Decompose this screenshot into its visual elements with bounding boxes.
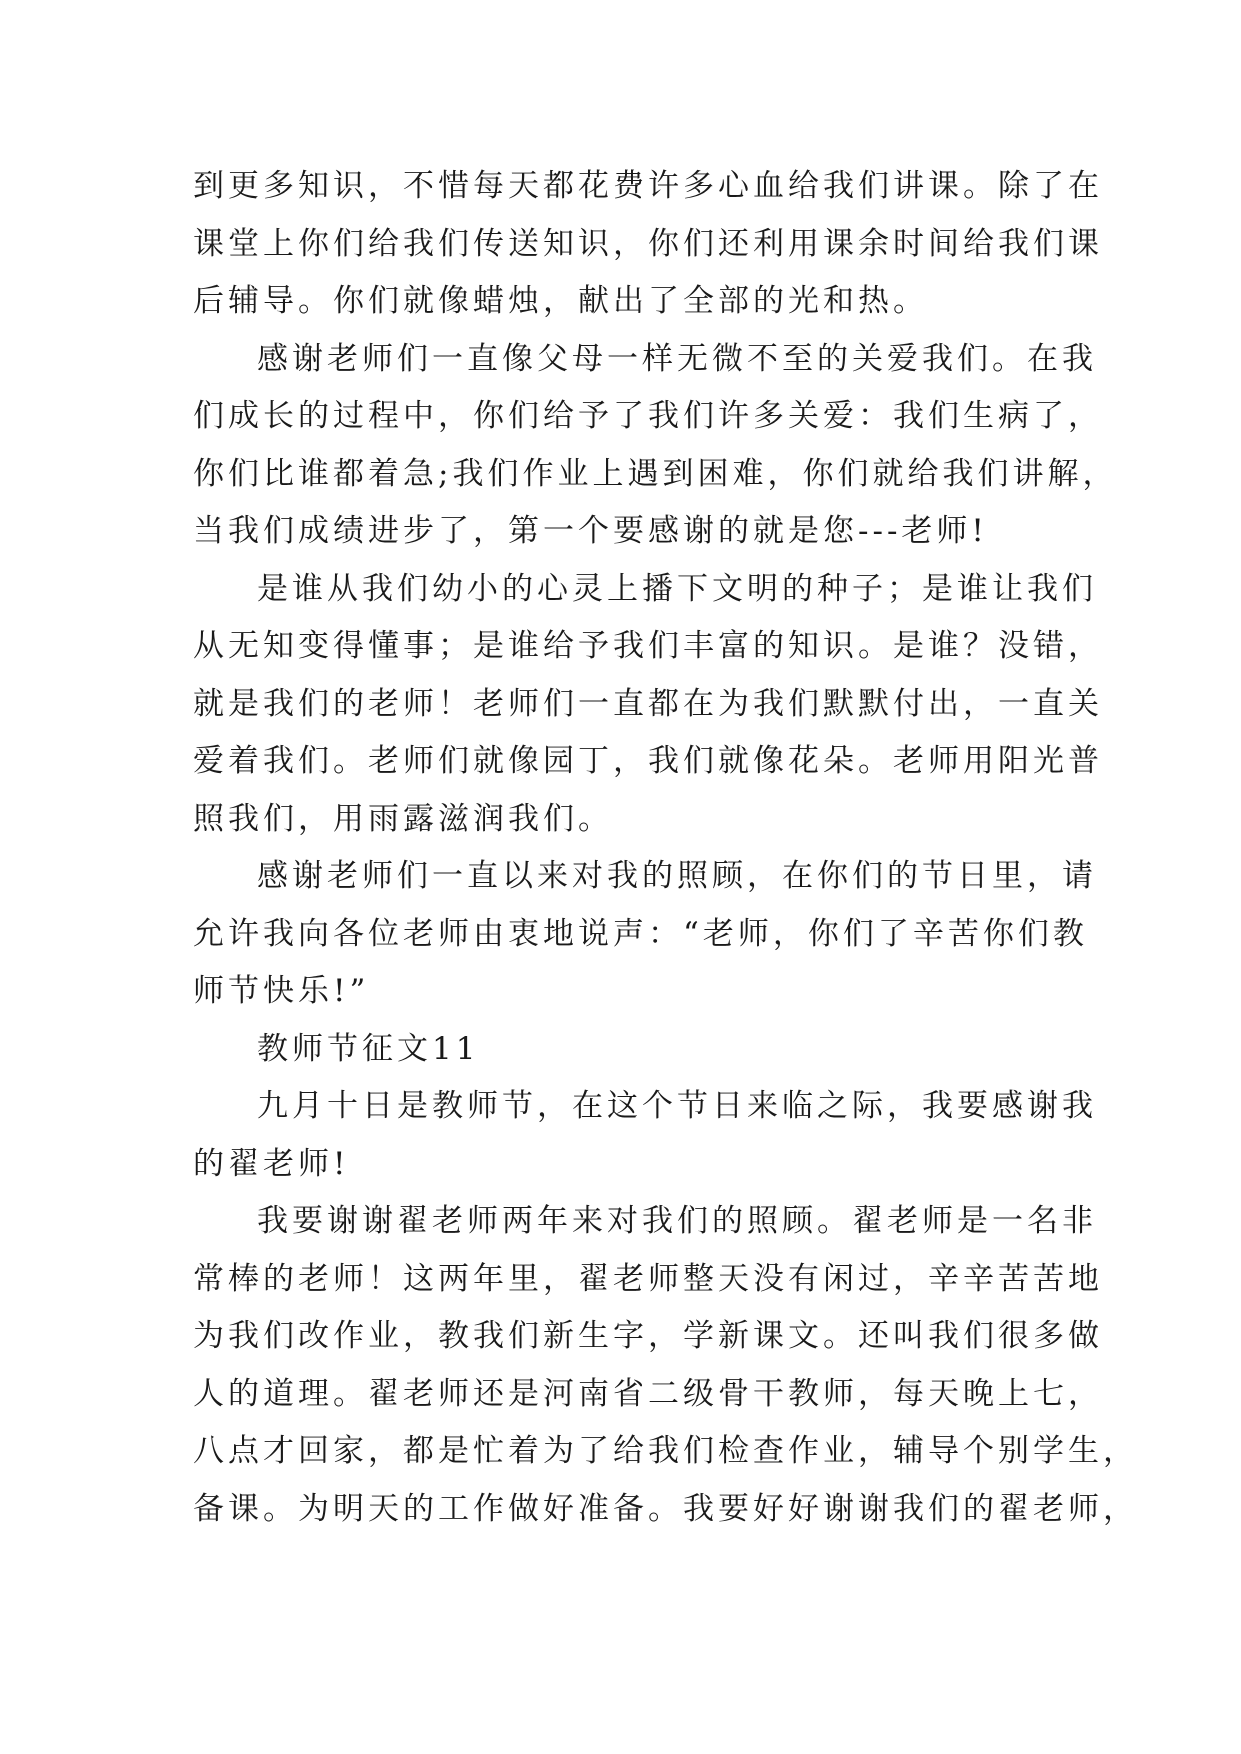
paragraph-start-line: 感谢老师们一直以来对我的照顾，在你们的节日里，请 [257,858,1097,894]
text-line: 允许我向各位老师由衷地说声：“老师，你们了辛苦你们教 [193,915,1088,952]
paragraph-start-line: 我要谢谢翟老师两年来对我们的照顾。翟老师是一名非 [257,1203,1097,1239]
text-line: 师节快乐!” [193,973,370,1009]
text-line: 爱着我们。老师们就像园丁，我们就像花朵。老师用阳光普 [193,743,1103,779]
text-line: 备课。为明天的工作做好准备。我要好好谢谢我们的翟老师， [193,1490,1138,1527]
text-line: 你们比谁都着急;我们作业上遇到困难，你们就给我们讲解， [193,455,1118,492]
text-line: 八点才回家，都是忙着为了给我们检查作业，辅导个别学生， [193,1433,1138,1469]
body-text [193,158,1138,1538]
text-line: 为我们改作业，教我们新生字，学新课文。还叫我们很多做 [193,1318,1103,1354]
paragraph-start-line: 感谢老师们一直像父母一样无微不至的关爱我们。在我 [257,340,1097,377]
text-line: 从无知变得懂事；是谁给予我们丰富的知识。是谁？没错， [193,628,1103,664]
text-line: 就是我们的老师！老师们一直都在为我们默默付出，一直关 [193,685,1103,722]
text-line: 人的道理。翟老师还是河南省二级骨干教师，每天晚上七， [193,1375,1103,1412]
text-line: 到更多知识，不惜每天都花费许多心血给我们讲课。除了在 [193,168,1103,204]
text-line: 们成长的过程中，你们给予了我们许多关爱：我们生病了， [193,398,1103,434]
text-line: 的翟老师! [193,1145,350,1182]
text-line: 常棒的老师！这两年里，翟老师整天没有闲过，辛辛苦苦地 [193,1260,1103,1297]
paragraph-start-line: 九月十日是教师节，在这个节日来临之际，我要感谢我 [257,1088,1097,1124]
paragraph-start-line: 是谁从我们幼小的心灵上播下文明的种子；是谁让我们 [257,570,1097,607]
text-line: 课堂上你们给我们传送知识，你们还利用课余时间给我们课 [193,225,1103,262]
text-line: 照我们，用雨露滋润我们。 [193,800,613,837]
section-heading: 教师节征文11 [257,1030,480,1067]
text-line: 当我们成绩进步了，第一个要感谢的就是您---老师! [193,513,988,549]
text-line: 后辅导。你们就像蜡烛，献出了全部的光和热。 [193,283,928,319]
